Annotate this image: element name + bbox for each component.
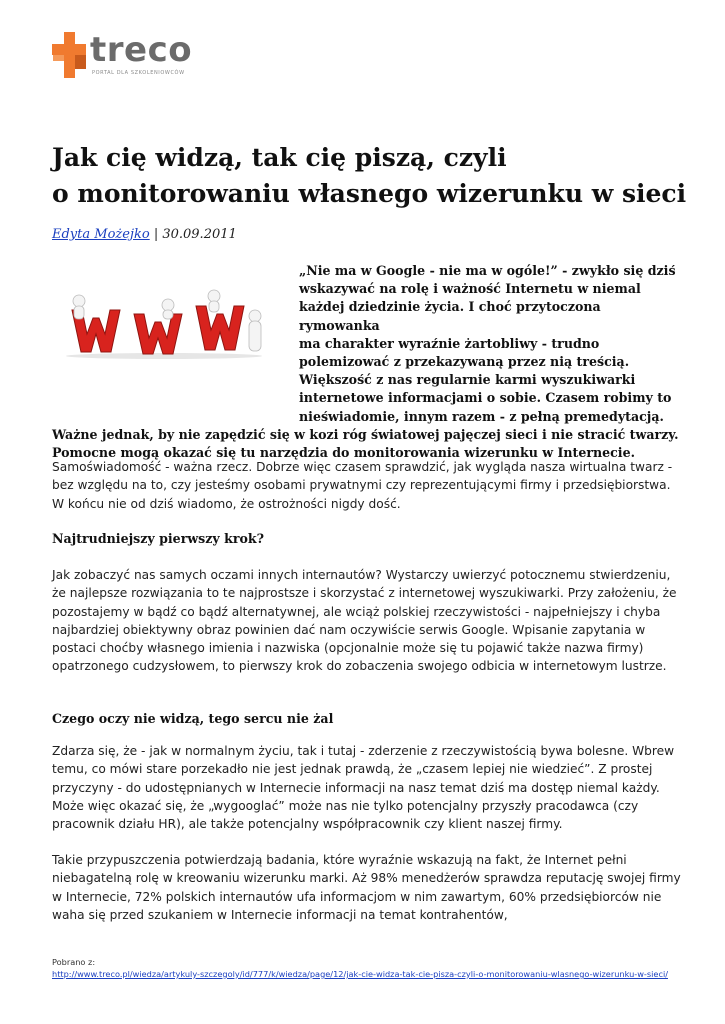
- lead-line: ma charakter wyraźnie żartobliwy - trudno: [299, 335, 600, 351]
- title-line-2: o monitorowaniu własnego wizerunku w sieci: [52, 179, 687, 208]
- lead-line: wskazywać na rolę i ważność Internetu w niemal: [299, 281, 641, 297]
- lead-line: nieświadomie, innym razem - z pełną premedytacją.: [299, 408, 664, 424]
- section-heading-2: Czego oczy nie widzą, tego sercu nie żal: [52, 711, 334, 726]
- paragraph-3: Zdarza się, że - jak w normalnym życiu, tak i tutaj - zderzenie z rzeczywistością bywa bolesne. Wbrew temu, co mówi stare porzekadło nie jest jednak prawdą, że „czasem lepiej nie wiedzieć”. Z prostej przyczyny - do udostępnianych w Internecie informacji na nasz temat dziś ma dostęp niemal każdy. Może więc okazać się, że „wygooglać” może nas nie tylko potencjalny przyszły pracodawca (czy pracownik działu HR), ale także potencjalny współpracownik czy klient naszej firmy.: [52, 744, 675, 832]
- article-title: [52, 140, 692, 212]
- treco-cross-icon: [52, 32, 88, 78]
- lead-line: Pomocne mogą okazać się tu narzędzia do monitorowania wizerunku w Internecie.: [52, 445, 635, 461]
- lead-line: Ważne jednak, by nie zapędzić się w kozi róg światowej pajęczej sieci i nie stracić twarzy.: [52, 426, 679, 442]
- source-footer: [52, 956, 682, 980]
- paragraph-2: Jak zobaczyć nas samych oczami innych internautów? Wystarczy uwierzyć potocznemu stwierdzeniu, że najlepsze rozwiązania to te najprostsze i skorzystać z internetowej wyszukiwarki. Przy założeniu, że pozostajemy w bądź co bądź alternatywnej, ale wciąż polskiej rzeczywistości - najpełniejszy i chyba najbardziej obiektywny obraz powinien dać nam oczywiście serwis Google. Wpisanie zapytania w postaci choćby własnego imienia i nazwiska (opcjonalnie może się tu pojawić także nazwa firmy) opatrzonego cudzysłowem, to pierwszy krok do zobaczenia swojego odbicia w internetowym lustrze.: [52, 568, 677, 674]
- title-line-1: Jak cię widzą, tak cię piszą, czyli: [52, 143, 507, 172]
- byline-separator: |: [149, 227, 163, 242]
- lead-line: Większość z nas regularnie karmi wyszukiwarki: [299, 372, 636, 388]
- treco-logo[interactable]: [52, 32, 212, 80]
- lead-line: polemizować z przekazywaną przez nią treścią.: [299, 354, 630, 370]
- brand-name: treco: [90, 30, 193, 70]
- source-label: Pobrano z:: [52, 957, 96, 967]
- lead-line: „Nie ma w Google - nie ma w ogóle!” - zwykło się dziś: [299, 263, 676, 278]
- brand-tagline: PORTAL DLA SZKOLENIOWCÓW: [92, 70, 185, 76]
- article-date: 30.09.2011: [162, 227, 237, 242]
- lead-line: internetowe informacjami o sobie. Czasem robimy to: [299, 390, 672, 406]
- article-lead: [52, 262, 684, 462]
- paragraph-4: Takie przypuszczenia potwierdzają badania, które wyraźnie wskazują na fakt, że Internet pełni niebagatelną rolę w kreowaniu wizerunku marki. Aż 98% menedżerów sprawdza reputację swojej firmy w Internecie, 72% polskich internautów ufa informacjom w nim zawartym, 60% przedsiębiorców nie waha się przed szukaniem w Internecie informacji na temat kontrahentów,: [52, 853, 681, 922]
- paragraph-1: Samoświadomość - ważna rzecz. Dobrze więc czasem sprawdzić, jak wygląda nasza wirtualna twarz - bez względu na to, czy jesteśmy osobami prywatnymi czy reprezentującymi firmy i przedsiębiorstwa. W końcu nie od dziś wiadomo, że ostrożności nigdy dość.: [52, 460, 673, 511]
- source-link[interactable]: http://www.treco.pl/wiedza/artykuly-szczegoly/id/777/k/wiedza/page/12/jak-cie-widza-tak-cie-pisza-czyli-o-monitorowaniu-wlasnego-wizerunku-w-sieci/: [52, 969, 668, 979]
- section-heading-1: Najtrudniejszy pierwszy krok?: [52, 531, 264, 546]
- lead-line: każdej dziedzinie życia. I choć przytoczona rymowanka: [299, 299, 601, 333]
- author-link[interactable]: Edyta Możejko: [52, 227, 150, 242]
- byline: [52, 227, 237, 242]
